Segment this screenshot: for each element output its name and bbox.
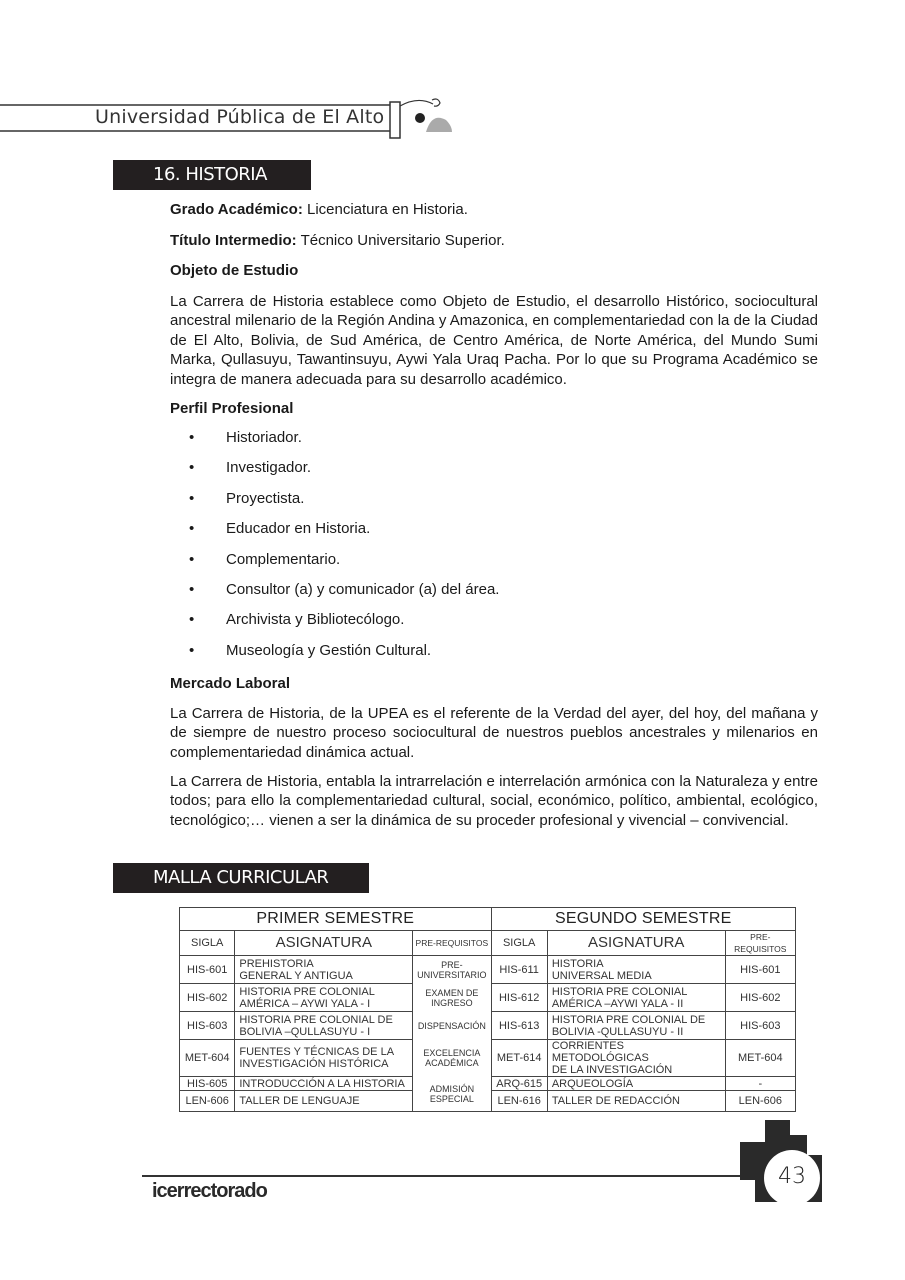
perfil-item-label: Educador en Historia. bbox=[226, 520, 371, 538]
sigla-cell: HIS-612 bbox=[491, 984, 547, 1012]
prerequisito-line: ADMISIÓN bbox=[429, 1083, 475, 1094]
asignatura-line: BOLIVIA –QULLASUYU - I bbox=[239, 1025, 371, 1038]
table-row bbox=[180, 1077, 796, 1091]
sigla-cell: MET-604 bbox=[180, 1040, 235, 1077]
perfil-item-label: Archivista y Bibliotecólogo. bbox=[226, 611, 405, 629]
titulo-intermedio bbox=[170, 231, 818, 250]
bullet-icon: • bbox=[189, 429, 195, 446]
asignatura-cell bbox=[235, 1012, 413, 1040]
curriculum-table bbox=[179, 907, 796, 1112]
asignatura-line: TALLER DE LENGUAJE bbox=[239, 1095, 360, 1107]
section-title: 16. HISTORIA bbox=[113, 160, 311, 190]
sigla-cell: MET-614 bbox=[491, 1040, 547, 1077]
asignatura-line: FUENTES Y TÉCNICAS DE LA bbox=[239, 1046, 395, 1058]
vicerrectorado-logo: icerrectorado bbox=[152, 1180, 267, 1202]
prerequisito-line: EXCELENCIA bbox=[423, 1048, 481, 1058]
perfil-item-label: Historiador. bbox=[226, 429, 302, 446]
sigla-cell: HIS-613 bbox=[491, 1012, 547, 1040]
prerequisito-cell bbox=[413, 1012, 491, 1040]
objeto-heading: Objeto de Estudio bbox=[170, 262, 299, 279]
asignatura-line: HISTORIA PRE COLONIAL bbox=[239, 985, 375, 998]
bullet-icon: • bbox=[189, 520, 195, 538]
prerequisito-line: ESPECIAL bbox=[429, 1093, 474, 1104]
prerequisito-cell bbox=[413, 956, 491, 984]
malla-title: MALLA CURRICULAR bbox=[113, 863, 369, 893]
asignatura-cell bbox=[235, 984, 413, 1012]
asignatura-line: CORRIENTES METODOLÓGICAS bbox=[551, 1040, 649, 1064]
asignatura-cell bbox=[547, 1040, 725, 1077]
asignatura-line: INVESTIGACIÓN HISTÓRICA bbox=[239, 1058, 389, 1070]
asignatura-line: ARQUEOLOGÍA bbox=[551, 1077, 634, 1090]
asignatura-line: PREHISTORIA bbox=[239, 957, 314, 970]
sem1-header: PRIMER SEMESTRE bbox=[180, 908, 492, 931]
col-prerequisitos: PRE-REQUISITOS bbox=[725, 931, 795, 956]
sigla-cell: ARQ-615 bbox=[491, 1077, 547, 1091]
asignatura-cell bbox=[547, 1091, 725, 1112]
perfil-item-label: Museología y Gestión Cultural. bbox=[226, 641, 432, 659]
bullet-icon: • bbox=[189, 611, 195, 629]
asignatura-cell bbox=[547, 956, 725, 984]
asignatura-line: AMÉRICA – AYWI YALA - I bbox=[239, 997, 371, 1010]
prerequisito-cell bbox=[413, 984, 491, 1012]
prerequisito-cell: HIS-601 bbox=[725, 956, 795, 984]
col-sigla: SIGLA bbox=[180, 931, 235, 956]
grado-value: Licenciatura en Historia. bbox=[302, 201, 468, 218]
table-row bbox=[180, 984, 796, 1012]
mercado-paragraph-2: La Carrera de Historia, entabla la intrarrelación e interrelación armónica con la Naturaleza y entre todos; para ello la complementariedad cultural, social, económico, político, ambiental, ecológico, tecnológico;… vienen a ser la dinámica de su proceder profesional y vivencial – convivencial. bbox=[170, 773, 818, 829]
prerequisito-cell bbox=[413, 1040, 491, 1077]
objeto-text: La Carrera de Historia establece como Objeto de Estudio, el desarrollo Histórico, sociocultural ancestral milenario de la Región Andina y Amazonica, en complementariedad con la de la Ciudad de El Alto, Bolivia, de Sud América, de Centro América, de Norte América, del Mundo Sumi Marka, Qullasuyu, Tawantinsuyu, Aywi Yala Uraq Pacha. Por lo que su Programa Académico se integra de manera adecuada para su desarrollo académico. bbox=[170, 293, 818, 388]
prerequisito-cell: LEN-606 bbox=[725, 1091, 795, 1112]
asignatura-cell bbox=[235, 1091, 413, 1112]
sigla-cell: HIS-605 bbox=[180, 1077, 235, 1091]
sigla-cell: HIS-602 bbox=[180, 984, 235, 1012]
page-corner-ornament bbox=[740, 1120, 825, 1202]
perfil-item-label: Investigador. bbox=[226, 459, 312, 477]
sigla-cell: LEN-616 bbox=[491, 1091, 547, 1112]
asignatura-line: BOLIVIA -QULLASUYU - II bbox=[551, 1025, 684, 1038]
bullet-icon: • bbox=[189, 641, 195, 659]
prerequisito-cell bbox=[413, 1077, 491, 1112]
bullet-icon: • bbox=[189, 550, 195, 568]
grado-label: Grado Académico: bbox=[170, 201, 303, 218]
asignatura-line: UNIVERSAL MEDIA bbox=[551, 969, 652, 982]
asignatura-line: HISTORIA PRE COLONIAL DE bbox=[239, 1013, 393, 1026]
prerequisito-cell: HIS-602 bbox=[725, 984, 795, 1012]
prerequisito-line: PRE- bbox=[441, 959, 463, 970]
titulo-label: Título Intermedio: bbox=[170, 232, 297, 249]
asignatura-cell bbox=[235, 1077, 413, 1091]
asignatura-line: GENERAL Y ANTIGUA bbox=[239, 969, 353, 982]
prerequisito-cell: - bbox=[725, 1077, 795, 1091]
col-asignatura: ASIGNATURA bbox=[547, 931, 725, 956]
asignatura-cell bbox=[235, 956, 413, 984]
prerequisito-line: DISPENSACIÓN bbox=[417, 1020, 486, 1031]
university-name: Universidad Pública de El Alto bbox=[95, 106, 385, 128]
col-asignatura: ASIGNATURA bbox=[235, 931, 413, 956]
prerequisito-line: INGRESO bbox=[431, 997, 473, 1008]
perfil-item-label: Proyectista. bbox=[226, 489, 305, 507]
bullet-icon: • bbox=[189, 459, 195, 477]
asignatura-line: TALLER DE REDACCIÓN bbox=[551, 1095, 680, 1107]
table-row bbox=[180, 1012, 796, 1040]
perfil-item-label: Consultor (a) y comunicador (a) del área. bbox=[226, 581, 500, 598]
sem2-header: SEGUNDO SEMESTRE bbox=[491, 908, 796, 931]
sigla-cell: HIS-601 bbox=[180, 956, 235, 984]
perfil-heading: Perfil Profesional bbox=[170, 400, 294, 417]
table-row bbox=[180, 1040, 796, 1077]
asignatura-line: HISTORIA PRE COLONIAL DE bbox=[551, 1013, 706, 1026]
titulo-value: Técnico Universitario Superior. bbox=[296, 232, 505, 249]
asignatura-line: DE LA INVESTIGACIÓN bbox=[551, 1064, 673, 1076]
header-rule-bottom bbox=[0, 130, 392, 132]
col-prerequisitos: PRE-REQUISITOS bbox=[413, 931, 491, 956]
mercado-paragraph-1: La Carrera de Historia, de la UPEA es el referente de la Verdad del ayer, del hoy, del mañana y de siempre de nuestro proceso sociocultural de nuestros pueblos ancestrales y milenarios en complementariedad dinámica actual. bbox=[170, 705, 818, 761]
asignatura-line: AMÉRICA –AYWI YALA - II bbox=[551, 997, 684, 1010]
perfil-item-label: Complementario. bbox=[226, 550, 341, 568]
bullet-icon: • bbox=[189, 581, 195, 598]
asignatura-line: HISTORIA PRE COLONIAL bbox=[551, 985, 688, 998]
header-logo bbox=[388, 96, 458, 140]
asignatura-cell bbox=[547, 1077, 725, 1091]
asignatura-cell bbox=[235, 1040, 413, 1077]
sigla-cell: LEN-606 bbox=[180, 1091, 235, 1112]
col-sigla: SIGLA bbox=[491, 931, 547, 956]
mercado-heading: Mercado Laboral bbox=[170, 675, 291, 692]
asignatura-line: INTRODUCCIÓN A LA HISTORIA bbox=[239, 1077, 405, 1090]
bullet-icon: • bbox=[189, 489, 195, 507]
asignatura-line: HISTORIA bbox=[551, 957, 604, 970]
prerequisito-cell: HIS-603 bbox=[725, 1012, 795, 1040]
table-row bbox=[180, 956, 796, 984]
prerequisito-cell: MET-604 bbox=[725, 1040, 795, 1077]
prerequisito-line: ACADÉMICA bbox=[425, 1058, 479, 1068]
sigla-cell: HIS-611 bbox=[491, 956, 547, 984]
sigla-cell: HIS-603 bbox=[180, 1012, 235, 1040]
page-number: 43 bbox=[778, 1164, 806, 1189]
asignatura-cell bbox=[547, 984, 725, 1012]
asignatura-cell bbox=[547, 1012, 725, 1040]
footer-rule bbox=[142, 1175, 742, 1177]
prerequisito-line: EXAMEN DE bbox=[425, 987, 479, 998]
grado-academico bbox=[170, 200, 818, 219]
prerequisito-line: UNIVERSITARIO bbox=[417, 969, 487, 980]
